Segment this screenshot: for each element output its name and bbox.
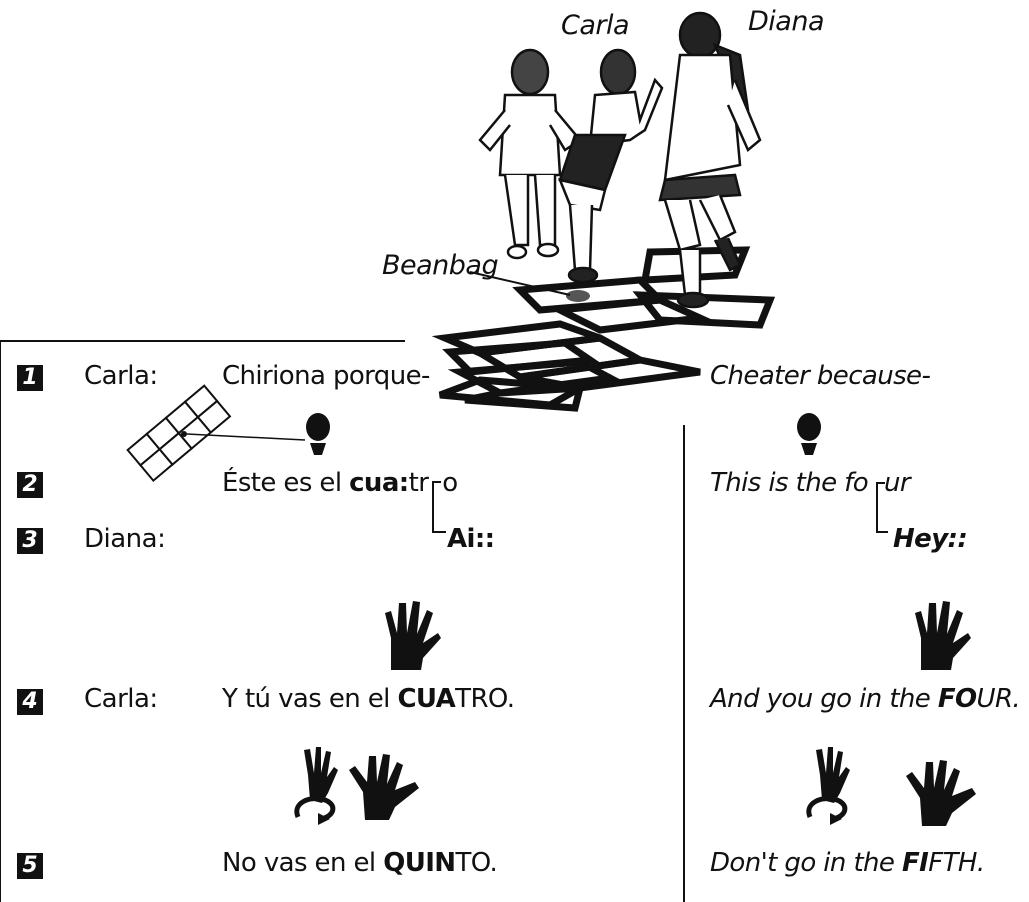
pointing-hand-turn-icon	[802, 745, 862, 825]
speaker-label: Diana:	[84, 524, 166, 554]
english-line: Hey::	[893, 524, 968, 554]
speaker-label: Carla:	[84, 361, 158, 391]
open-hand-icon	[913, 598, 973, 673]
open-hand-icon	[345, 752, 425, 822]
open-hand-icon	[383, 598, 443, 673]
turn-number: 4	[17, 689, 43, 715]
diana-label: Diana	[748, 6, 824, 37]
pointing-hand-turn-icon	[290, 745, 350, 825]
spanish-line: Ai::	[447, 524, 495, 554]
turn-number: 2	[17, 472, 43, 498]
turn-number: 5	[17, 853, 43, 879]
spanish-line: No vas en el QUINTO.	[222, 848, 498, 878]
turn-number: 3	[17, 528, 43, 554]
carla-label: Carla	[561, 10, 630, 41]
turn-number: 1	[17, 365, 43, 391]
beanbag-label: Beanbag	[382, 250, 499, 281]
spanish-line: Y tú vas en el CUATRO.	[222, 684, 515, 714]
english-line: And you go in the FOUR.	[710, 684, 1021, 714]
english-line: This is the fo ur	[710, 468, 910, 498]
open-hand-icon	[902, 758, 982, 828]
spanish-line: Éste es el cua:tr o	[222, 468, 458, 498]
speaker-label: Carla:	[84, 684, 158, 714]
english-line: Cheater because-	[710, 361, 931, 391]
spanish-line: Chiriona porque-	[222, 361, 430, 391]
english-line: Don't go in the FIFTH.	[710, 848, 985, 878]
